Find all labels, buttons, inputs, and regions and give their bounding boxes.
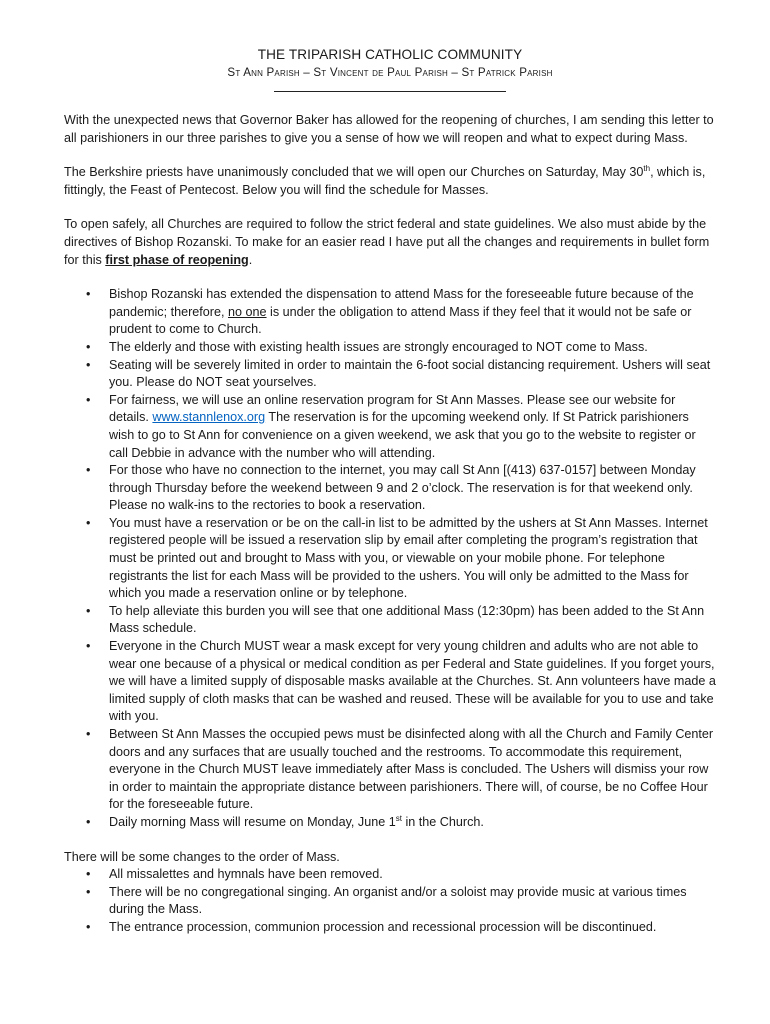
- ordinal-suffix: st: [395, 813, 402, 823]
- list-item: [64, 866, 716, 884]
- list-item: [64, 339, 716, 357]
- bullet-icon: •: [86, 392, 91, 407]
- order-of-mass-intro: There will be some changes to the order of Mass.: [64, 849, 340, 864]
- list-item: [64, 638, 716, 726]
- list-item: [64, 286, 716, 339]
- opening-date-text-cont: , which is, fittingly, the Feast of Pentecost. Below you will find the schedule for Masses.: [64, 165, 706, 197]
- item-text: Bishop Rozanski has extended the dispensation to attend Mass for the foreseeable future because of the pandemic; therefore,: [109, 287, 694, 319]
- intro-paragraph: [64, 112, 716, 147]
- bullet-icon: •: [86, 727, 91, 741]
- bullet-icon: •: [86, 639, 91, 654]
- first-phase-emphasis: first phase of reopening: [105, 252, 249, 267]
- bullet-icon: •: [86, 603, 91, 618]
- item-text: All missalettes and hymnals have been removed.: [109, 867, 383, 882]
- list-item: [64, 884, 716, 919]
- letter-page: [64, 46, 716, 937]
- item-text-cont: in the Church.: [401, 814, 484, 829]
- list-item: [64, 357, 716, 392]
- list-item: [64, 814, 716, 832]
- item-text: The entrance procession, communion procession and recessional procession will be discontinued.: [109, 919, 657, 934]
- list-item: [64, 603, 716, 638]
- item-text: Daily morning Mass will resume on Monday, June 1: [109, 814, 396, 829]
- item-text-cont: The reservation is for the upcoming weekend only. If St Patrick parishioners wish to go to St Ann for convenience on a given weekend, we ask that you go to the website to register or call Debbie in advance with the number who will attending.: [109, 410, 696, 460]
- order-of-mass-list: [64, 866, 716, 936]
- bullet-icon: •: [86, 287, 91, 302]
- bullet-icon: •: [86, 919, 91, 934]
- list-item: [64, 726, 716, 814]
- header-divider: [274, 91, 506, 92]
- parish-website-link[interactable]: www.stannlenox.org: [152, 410, 266, 425]
- bullet-icon: •: [86, 515, 91, 530]
- bullet-icon: •: [86, 867, 91, 882]
- bullet-icon: •: [86, 339, 91, 354]
- ordinal-suffix: th: [643, 164, 651, 173]
- item-text: Everyone in the Church MUST wear a mask except for very young children and adults who are not able to wear one because of a physical or medical condition as per Federal and State guidelines. If you forget yours, we will have a limited supply of disposable masks available at the Churches. St. Ann volunteers have made a limited supply of cloth masks that can be washed and reused. These will be available for you to use and take with you.: [109, 639, 716, 724]
- intro-text: With the unexpected news that Governor Baker has allowed for the reopening of churches, I am sending this letter to all parishioners in our three parishes to give you a sense of how we will reopen and what to expect during Mass.: [64, 113, 714, 145]
- guidelines-end: .: [248, 252, 253, 267]
- item-text-cont: is under the obligation to attend Mass if they feel that it would not be safe or prudent to come to Church.: [109, 304, 692, 337]
- item-text: Between St Ann Masses the occupied pews must be disinfected along with all the Church and Family Center doors and any surfaces that are usually touched and the restrooms. To accommodate this requirement, everyone in the Church MUST leave immediately after Mass is concluded. The Ushers will dismiss your row in order to maintain the appropriate distance between parishioners. There will, of course, be no Coffee Hour for the foreseeable future.: [109, 727, 714, 812]
- list-item: [64, 392, 716, 462]
- opening-date-paragraph: [64, 164, 716, 199]
- item-text: Seating will be severely limited in order to maintain the 6-foot social distancing requirement. Ushers will seat you. Please do NOT seat yourselves.: [109, 357, 711, 390]
- no-one-emphasis: no one: [228, 304, 267, 319]
- list-item: [64, 515, 716, 603]
- bullet-icon: •: [86, 463, 91, 478]
- bullet-icon: •: [86, 814, 91, 829]
- item-text: There will be no congregational singing. An organist and/or a soloist may provide music at various times during the Mass.: [109, 884, 687, 917]
- bullet-icon: •: [86, 884, 91, 899]
- list-item: [64, 919, 716, 937]
- item-text: To help alleviate this burden you will see that one additional Mass (12:30pm) has been added to the St Ann Mass schedule.: [109, 603, 705, 636]
- list-item: [64, 462, 716, 515]
- item-text: For those who have no connection to the internet, you may call St Ann [(413) 637-0157] between Monday through Thursday before the weekend between 9 and 2 o’clock. The reservation is for that weekend only. Please no walk-ins to the rectories to book a reservation.: [109, 463, 696, 513]
- guidelines-text: To open safely, all Churches are required to follow the strict federal and state guidelines. We also must abide by the directives of Bishop Rozanski. To make for an easier read I have put all the changes and requirements in bullet form for this: [64, 217, 710, 267]
- guidelines-paragraph: [64, 216, 716, 269]
- letter-subtitle: St Ann Parish – St Vincent de Paul Parish – St Patrick Parish: [227, 66, 553, 79]
- opening-date-text: The Berkshire priests have unanimously concluded that we will open our Churches on Saturday, May 30: [64, 165, 644, 180]
- item-text: The elderly and those with existing health issues are strongly encouraged to NOT come to Mass.: [109, 339, 648, 354]
- item-text: You must have a reservation or be on the call-in list to be admitted by the ushers at St Ann Masses. Internet registered people will be issued a reservation slip by email after completing the program’s registration that must be printed out and brought to Mass with you, or viewable on your mobile phone. For telephone registrants the list for each Mass will be provided to the ushers. You will only be admitted to the Mass for which you made a reservation online or by telephone.: [109, 515, 708, 601]
- letter-title: THE TRIPARISH CATHOLIC COMMUNITY: [257, 47, 523, 62]
- item-text: For fairness, we will use an online reservation program for St Ann Masses. Please see our website for details.: [109, 392, 676, 425]
- bullet-icon: •: [86, 357, 91, 372]
- requirements-list: [64, 286, 716, 831]
